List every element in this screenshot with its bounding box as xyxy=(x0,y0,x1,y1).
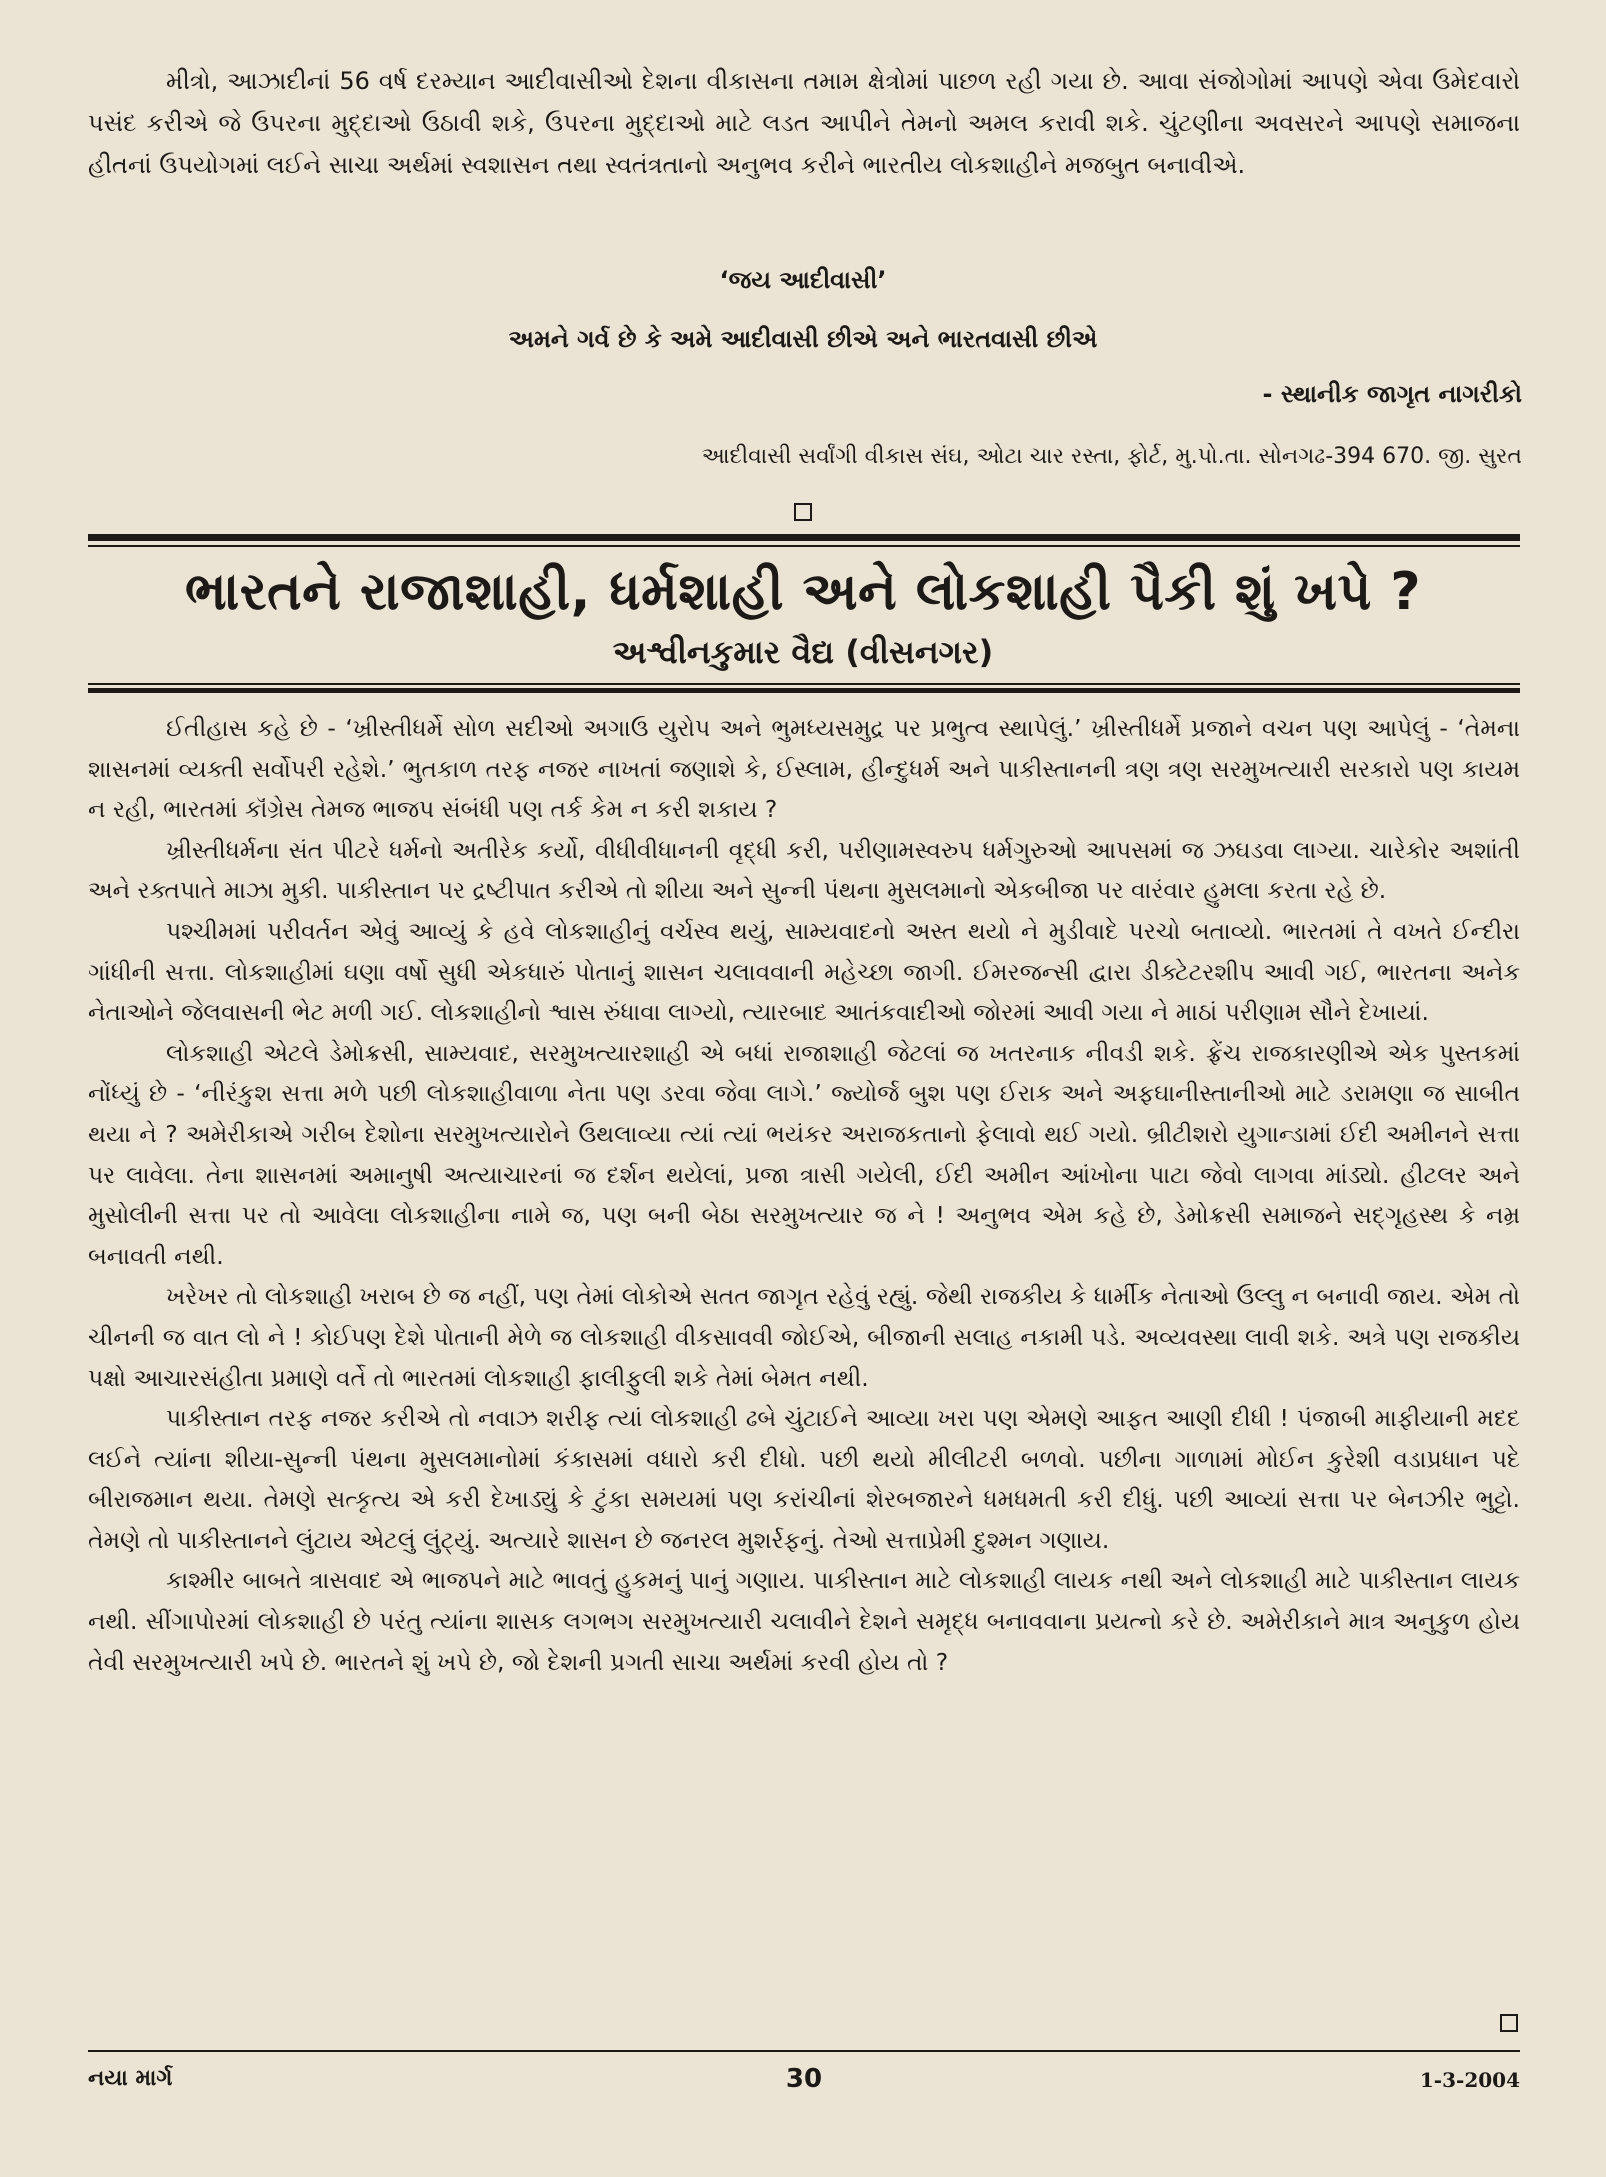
slogan-proud-adivasi: અમને ગર્વ છે કે અમે આદીવાસી છીએ અને ભારતવાસી છીએ xyxy=(508,325,1098,353)
article-paragraph: પશ્ચીમમાં પરીવર્તન એવું આવ્યું કે હવે લોકશાહીનું વર્ચસ્વ થયું, સામ્યવાદનો અસ્ત થયો ને મુડીવાદે પરચો બતાવ્યો. ભારતમાં તે વખતે ઈન્દીરા ગાંધીની સત્તા. લોકશાહીમાં ઘણા વર્ષો સુધી એકધારું પોતાનું શાસન ચલાવવાની મહેચ્છા જાગી. ઈમરજન્સી દ્વારા ડીક્ટેટરશીપ આવી ગઈ, ભારતના અનેક નેતાઓને જેલવાસની ભેટ મળી ગઈ. લોકશાહીનો શ્વાસ રુંધાવા લાગ્યો, ત્યારબાદ આતંકવાદીઓ જોરમાં આવી ગયા ને માઠાં પરીણામ સૌને દેખાયાં. xyxy=(88,916,1520,1027)
section-end-square-icon xyxy=(794,503,812,521)
article-paragraph: ખરેખર તો લોકશાહી ખરાબ છે જ નહીં, પણ તેમાં લોકોએ સતત જાગૃત રહેવું રહ્યું. જેથી રાજકીય કે ધાર્મીક નેતાઓ ઉલ્લુ ન બનાવી જાય. એમ તો ચીનની જ વાત લો ને ! કોઈપણ દેશે પોતાની મેળે જ લોકશાહી વીકસાવવી જોઈએ, બીજાની સલાહ નકામી પડે. અવ્યવસ્થા લાવી શકે. અત્રે પણ રાજકીય પક્ષો આચારસંહીતા પ્રમાણે વર્તે તો ભારતમાં લોકશાહી ફાલીફુલી શકે તેમાં બેમત નથી. xyxy=(88,1282,1520,1392)
article-end-square-icon xyxy=(1500,2014,1518,2032)
article-paragraph: કાશ્મીર બાબતે ત્રાસવાદ એ ભાજપને માટે ભાવતું હુકમનું પાનું ગણાય. પાકીસ્તાન માટે લોકશાહી લાયક નથી અને લોકશાહી માટે પાકીસ્તાન લાયક નથી. સીંગાપોરમાં લોકશાહી છે પરંતુ ત્યાંના શાસક લગભગ સરમુખત્યારી ચલાવીને દેશને સમૃદ્ધ બનાવવાના પ્રયત્નો કરે છે. અમેરીકાને માત્ર અનુકુળ હોય તેવી સરમુખત્યારી ખપે છે. ભારતને શું ખપે છે, જો દેશની પ્રગતી સાચા અર્થમાં કરવી હોય તો ? xyxy=(88,1566,1520,1676)
article-paragraph: પાકીસ્તાન તરફ નજર કરીએ તો નવાઝ શરીફ ત્યાં લોકશાહી ઢબે ચુંટાઈને આવ્યા ખરા પણ એમણે આફત આણી દીધી ! પંજાબી માફીયાની મદદ લઈને ત્યાંના શીયા-સુન્ની પંથના મુસલમાનોમાં કંકાસમાં વધારો કરી દીધો. પછી થયો મીલીટરી બળવો. પછીના ગાળામાં મોઈન કુરેશી વડાપ્રધાન પદે બીરાજમાન થયા. તેમણે સત્કૃત્ય એ કરી દેખાડ્યું કે ટુંકા સમયમાં પણ કરાંચીનાં શેરબજારને ધમધમતી કરી દીધું. પછી આવ્યાં સત્તા પર બેનઝીર ભુટ્ટો. તેમણે તો પાકીસ્તાનને લુંટાય એટલું લુંટ્યું. અત્યારે શાસન છે જનરલ મુશર્રફનું. તેઓ સત્તાપ્રેમી દુશ્મન ગણાય. xyxy=(88,1404,1520,1554)
article-headline: ભારતને રાજાશાહી, ધર્મશાહી અને લોકશાહી પૈકી શું ખપે ? xyxy=(184,562,1422,622)
closing-appeal-paragraph: મીત્રો, આઝાદીનાં 56 વર્ષ દરમ્યાન આદીવાસીઓ દેશના વીકાસના તમામ ક્ષેત્રોમાં પાછળ રહી ગયા છે. આવા સંજોગોમાં આપણે એવા ઉમેદવારો પસંદ કરીએ જે ઉપરના મુદ્દાઓ ઉઠાવી શકે, ઉપરના મુદ્દાઓ માટે લડત આપીને તેમનો અમલ કરાવી શકે. ચુંટણીના અવસરને આપણે સમાજના હીતનાં ઉપયોગમાં લઈને સાચા અર્થમાં સ્વશાસન તથા સ્વતંત્રતાનો અનુભવ કરીને ભારતીય લોકશાહીને મજબુત બનાવીએ. xyxy=(88,67,1520,179)
page-footer xyxy=(88,2066,1520,2106)
divider-thick xyxy=(88,534,1520,541)
article-author: અશ્વીનકુમાર વૈદ્ય (વીસનગર) xyxy=(612,633,994,671)
page-number: 30 xyxy=(785,2064,823,2094)
article-body xyxy=(88,708,1520,1682)
closing-appeal-section xyxy=(88,60,1520,186)
signature: - સ્થાનીક જાગૃત નાગરીકો xyxy=(1262,380,1522,408)
issue-date: 1-3-2004 xyxy=(1419,2068,1520,2092)
publication-name: નયા માર્ગ xyxy=(88,2066,173,2091)
divider-thick xyxy=(88,688,1520,693)
divider-thin xyxy=(88,683,1520,685)
slogan-jai-adivasi: ‘જય આદીવાસી’ xyxy=(719,266,887,294)
divider-thin xyxy=(88,545,1520,547)
footer-divider xyxy=(88,2050,1520,2052)
organization-address: આદીવાસી સર્વાંગી વીકાસ સંઘ, ઓટા ચાર રસ્તા, ફોર્ટ, મુ.પો.તા. સોનગઢ-394 670. જી. સુરત xyxy=(701,444,1522,469)
article-paragraph: ખ્રીસ્તીધર્મના સંત પીટરે ધર્મનો અતીરેક કર્યો, વીધીવીધાનની વૃદ્ધી કરી, પરીણામસ્વરુપ ધર્મગુરુઓ આપસમાં જ ઝઘડવા લાગ્યા. ચારેકોર અશાંતી અને રક્તપાતે માઝા મુકી. પાકીસ્તાન પર દ્રષ્ટીપાત કરીએ તો શીયા અને સુન્ની પંથના મુસલમાનો એકબીજા પર વારંવાર હુમલા કરતા રહે છે. xyxy=(88,835,1520,905)
article-paragraph: લોકશાહી એટલે ડેમોક્રસી, સામ્યવાદ, સરમુખત્યારશાહી એ બધાં રાજાશાહી જેટલાં જ ખતરનાક નીવડી શકે. ફ્રેંચ રાજકારણીએ એક પુસ્તકમાં નોંધ્યું છે - ‘નીરંકુશ સત્તા મળે પછી લોકશાહીવાળા નેતા પણ ડરવા જેવા લાગે.’ જ્યોર્જ બુશ પણ ઈરાક અને અફઘાનીસ્તાનીઓ માટે ડરામણા જ સાબીત થયા ને ? અમેરીકાએ ગરીબ દેશોના સરમુખત્યારોને ઉથલાવ્યા ત્યાં ત્યાં ભયંકર અરાજકતાનો ફેલાવો થઈ ગયો. બ્રીટીશરો યુગાન્ડામાં ઈદી અમીનને સત્તા પર લાવેલા. તેના શાસનમાં અમાનુષી અત્યાચારનાં જ દર્શન થયેલાં, પ્રજા ત્રાસી ગયેલી, ઈદી અમીન આંખોના પાટા જેવો લાગવા માંડ્યો. હીટલર અને મુસોલીની સત્તા પર તો આવેલા લોકશાહીના નામે જ, પણ બની બેઠા સરમુખત્યાર જ ને ! અનુભવ એમ કહે છે, ડેમોક્રસી સમાજને સદ્ગૃહસ્થ કે નમ્ર બનાવતી નથી. xyxy=(88,1038,1520,1270)
article-paragraph: ઈતીહાસ કહે છે - ‘ખ્રીસ્તીધર્મે સોળ સદીઓ અગાઉ યુરોપ અને ભુમધ્યસમુદ્ર પર પ્રભુત્વ સ્થાપેલું.’ ખ્રીસ્તીધર્મે પ્રજાને વચન પણ આપેલું - ‘તેમના શાસનમાં વ્યક્તી સર્વોપરી રહેશે.’ ભુતકાળ તરફ નજર નાખતાં જણાશે કે, ઈસ્લામ, હીન્દુધર્મ અને પાકીસ્તાનની ત્રણ ત્રણ સરમુખત્યારી સરકારો પણ કાયમ ન રહી, ભારતમાં કૉંગ્રેસ તેમજ ભાજપ સંબંધી પણ તર્ક કેમ ન કરી શકાય ? xyxy=(88,714,1520,824)
